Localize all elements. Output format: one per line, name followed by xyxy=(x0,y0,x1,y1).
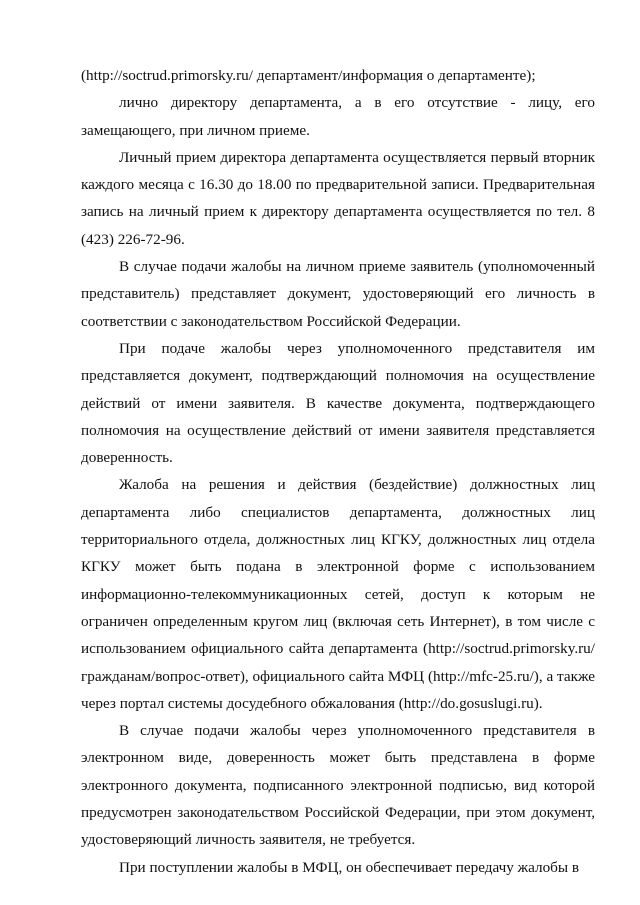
paragraph-identity-document: В случае подачи жалобы на личном приеме заявитель (уполномоченный представитель) представляет документ, удостоверяющий его личность в соответствии с законодательством Российской Федерации. xyxy=(81,258,595,330)
paragraph-reception-schedule: Личный прием директора департамента осуществляется первый вторник каждого месяца с 16.30 до 18.00 по предварительной записи. Предварительная запись на личный прием к директору департамента осуществляется по тел. 8 (423) 226-72-96. xyxy=(81,148,595,248)
paragraph-electronic-complaint: Жалоба на решения и действия (бездействие) должностных лиц департамента либо специалистов департамента, должностных лиц территориального отдела, должностных лиц КГКУ, должностных лиц отдела КГКУ может быть подана в электронной форме с использованием информационно-телекоммуникационных сетей, доступ к которым не ограничен определенным кругом лиц (включая сеть Интернет), в том числе с использованием официального сайта департамента (http://soctrud.primorsky.ru/ гражданам/вопрос-ответ), официального сайта МФЦ (http://mfc-25.ru/), а также через портал системы досудебного обжалования (http://do.gosuslugi.ru). xyxy=(81,476,595,712)
paragraph-director-in-person: лично директору департамента, а в его отсутствие - лицу, его замещающего, при личном приеме. xyxy=(81,94,595,139)
paragraph-mfc-transfer: При поступлении жалобы в МФЦ, он обеспечивает передачу жалобы в xyxy=(119,858,580,876)
document-body xyxy=(81,62,595,881)
paragraph-submission-url-line: (http://soctrud.primorsky.ru/ департамент/информация о департаменте); xyxy=(81,67,536,84)
paragraph-representative-authority: При подаче жалобы через уполномоченного представителя им представляется документ, подтверждающий полномочия на осуществление действий от имени заявителя. В качестве документа, подтверждающего полномочия на осуществление действий от имени заявителя представляется доверенность. xyxy=(81,339,595,467)
paragraph-electronic-power-of-attorney: В случае подачи жалобы через уполномоченного представителя в электронном виде, доверенность может быть представлена в форме электронного документа, подписанного электронной подписью, вид которой предусмотрен законодательством Российской Федерации, при этом документ, удостоверяющий личность заявителя, не требуется. xyxy=(81,722,595,849)
